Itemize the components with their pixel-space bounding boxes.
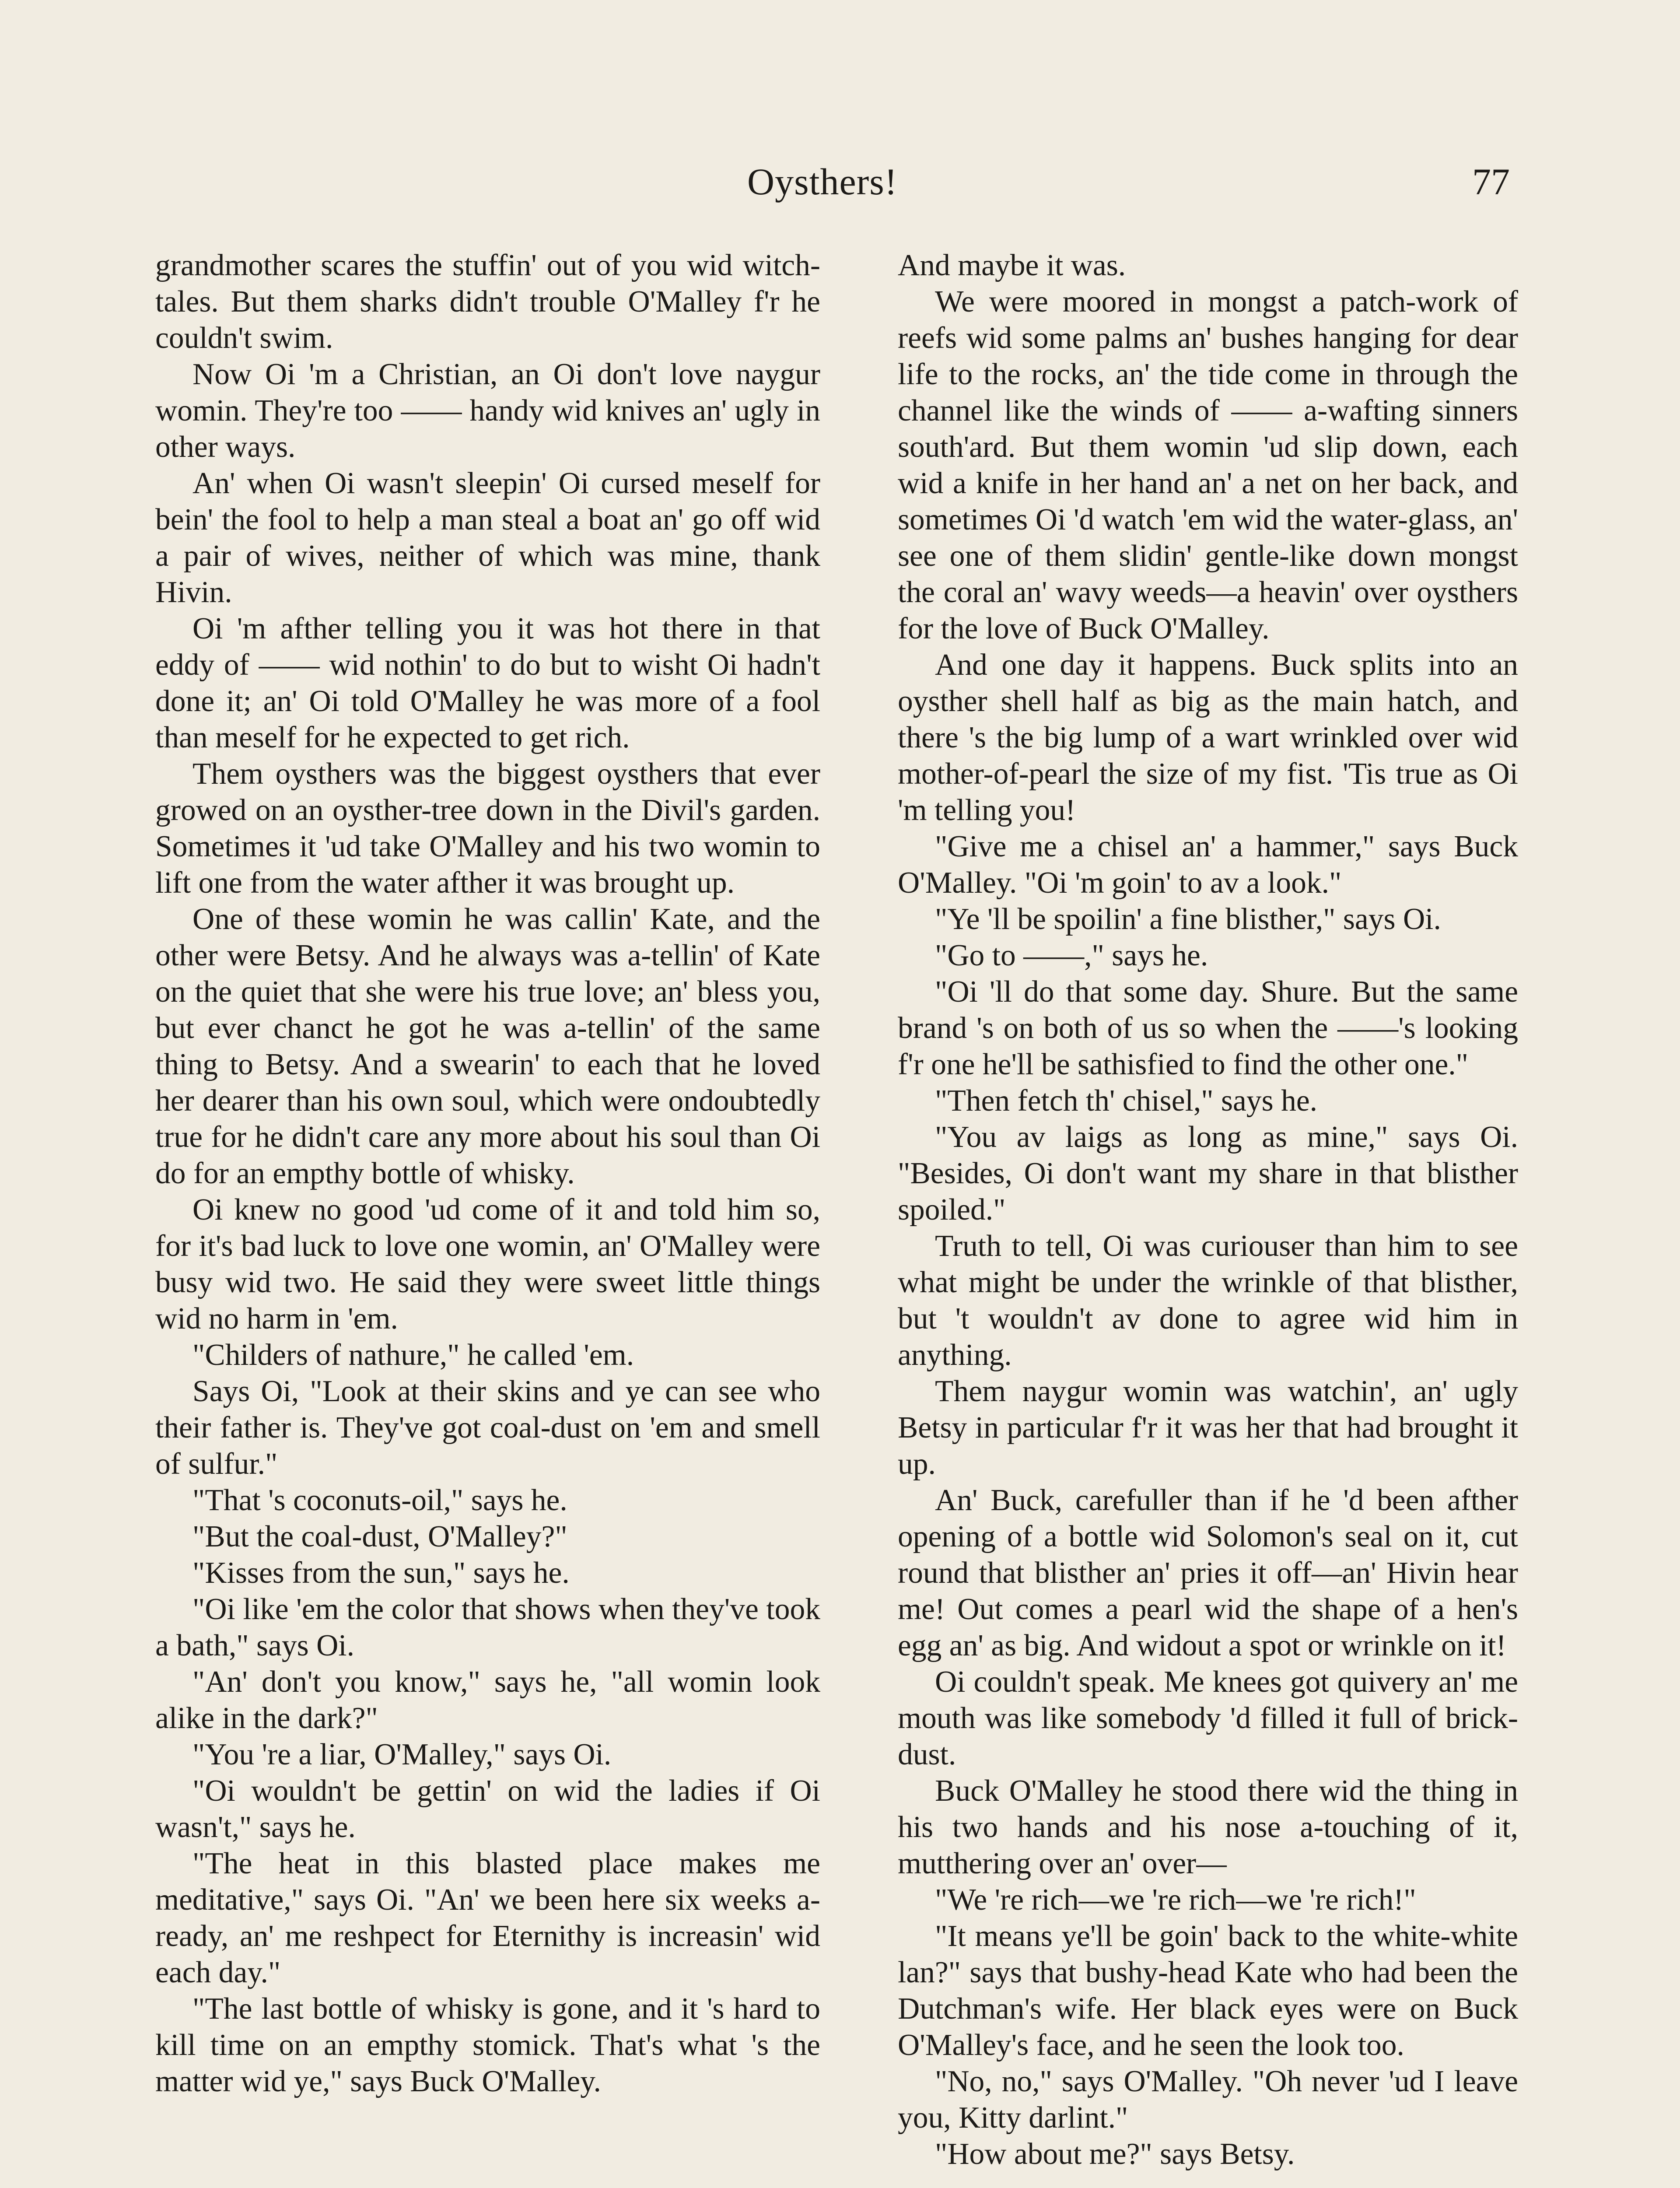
paragraph: "Oi wouldn't be gettin' on wid the ladies if Oi wasn't," says he. <box>155 1774 820 1844</box>
running-title: Oysthers! <box>747 161 898 203</box>
paragraph: "No, no," says O'Malley. "Oh never 'ud I leave you, Kitty darlint." <box>898 2065 1518 2135</box>
paragraph: One of these womin he was callin' Kate, and the other were Betsy. And he always was a-tellin' of Kate on the quiet that she were his true love; an' bless you, but ever chanct he got he was a-tellin' of the same thing to Betsy. And a swearin' to each that he loved her dearer than his own soul, which were ondoubtedly true for he didn't care any more about his soul than Oi do for an empthy bottle of whisky. <box>155 902 820 1190</box>
paragraph: "The heat in this blasted place makes me meditative," says Oi. "An' we been here six weeks a-ready, an' me reshpect for Eternithy is increasin' wid each day." <box>155 1847 820 1989</box>
paragraph: "You av laigs as long as mine," says Oi. "Besides, Oi don't want my share in that blisther spoiled." <box>898 1120 1518 1227</box>
page-number: 77 <box>1472 161 1510 203</box>
paragraph: "Oi like 'em the color that shows when they've took a bath," says Oi. <box>155 1592 820 1662</box>
paragraph: "It means ye'll be goin' back to the white-white lan?" says that bushy-head Kate who had been the Dutchman's wife. Her black eyes were on Buck O'Malley's face, and he seen the look too. <box>898 1919 1518 2062</box>
paragraph: "The last bottle of whisky is gone, and it 's hard to kill time on an empthy stomick. That's what 's the matter wid ye," says Buck O'Malley. <box>155 1992 820 2098</box>
paragraph: Says Oi, "Look at their skins and ye can see who their father is. They've got coal-dust on 'em and smell of sulfur." <box>155 1375 820 1481</box>
paragraph: Them naygur womin was watchin', an' ugly Betsy in particular f'r it was her that had brought it up. <box>898 1375 1518 1481</box>
paragraph: Oi couldn't speak. Me knees got quivery an' me mouth was like somebody 'd filled it full of brick-dust. <box>898 1665 1518 1771</box>
paragraph: Them oysthers was the biggest oysthers that ever growed on an oysther-tree down in the Divil's garden. Sometimes it 'ud take O'Malley and his two womin to lift one from the water afther it was brought up. <box>155 757 820 900</box>
paragraph: We were moored in mongst a patch-work of reefs wid some palms an' bushes hanging for dear life to the rocks, an' the tide come in through the channel like the winds of —— a-wafting sinners south'ard. But them womin 'ud slip down, each wid a knife in her hand an' a net on her back, and sometimes Oi 'd watch 'em wid the water-glass, an' see one of them slidin' gentle-like down mongst the coral an' wavy weeds—a heavin' over oysthers for the love of Buck O'Malley. <box>898 285 1518 645</box>
paragraph: "Ye 'll be spoilin' a fine blisther," says Oi. <box>935 902 1441 936</box>
paragraph: Oi 'm afther telling you it was hot there in that eddy of —— wid nothin' to do but to wisht Oi hadn't done it; an' Oi told O'Malley he was more of a fool than meself for he expected to get rich. <box>155 612 820 754</box>
paragraph: "Then fetch th' chisel," says he. <box>935 1084 1318 1118</box>
paragraph: "Childers of nathure," he called 'em. <box>192 1338 634 1372</box>
paragraph: An' Buck, carefuller than if he 'd been afther opening of a bottle wid Solomon's seal on it, cut round that blisther an' pries it off—an' Hivin hear me! Out comes a pearl wid the shape of a hen's egg an' as big. And widout a spot or wrinkle on it! <box>898 1483 1518 1662</box>
left-column <box>155 247 820 2188</box>
paragraph: "We 're rich—we 're rich—we 're rich!" <box>935 1883 1416 1917</box>
paragraph: Now Oi 'm a Christian, an Oi don't love naygur womin. They're too —— handy wid knives an' ugly in other ways. <box>155 358 820 464</box>
paragraph: "You 're a liar, O'Malley," says Oi. <box>192 1738 612 1771</box>
paragraph: Oi knew no good 'ud come of it and told him so, for it's bad luck to love one womin, an' O'Malley were busy wid two. He said they were sweet little things wid no harm in 'em. <box>155 1193 820 1336</box>
paragraph: "How about me?" says Betsy. <box>935 2137 1295 2171</box>
paragraph: grandmother scares the stuffin' out of you wid witch-tales. But them sharks didn't trouble O'Malley f'r he couldn't swim. <box>155 249 820 355</box>
paragraph: "Kisses from the sun," says he. <box>192 1556 570 1590</box>
paragraph: Buck O'Malley he stood there wid the thing in his two hands and his nose a-touching of it, mutthering over an' over— <box>898 1774 1518 1880</box>
paragraph: "But the coal-dust, O'Malley?" <box>192 1520 567 1553</box>
right-column <box>898 247 1518 2188</box>
paragraph: "That 's coconuts-oil," says he. <box>192 1483 567 1517</box>
paragraph: An' when Oi wasn't sleepin' Oi cursed meself for bein' the fool to help a man steal a boat an' go off wid a pair of wives, neither of which was mine, thank Hivin. <box>155 466 820 609</box>
page-header <box>0 155 1680 208</box>
paragraph: And maybe it was. <box>898 249 1126 282</box>
paragraph: "Give me a chisel an' a hammer," says Buck O'Malley. "Oi 'm goin' to av a look." <box>898 830 1518 900</box>
paragraph: "An' don't you know," says he, "all womin look alike in the dark?" <box>155 1665 820 1735</box>
paragraph: And one day it happens. Buck splits into an oysther shell half as big as the main hatch, and there 's the big lump of a wart wrinkled over wid mother-of-pearl the size of my fist. 'Tis true as Oi 'm telling you! <box>898 648 1518 827</box>
paragraph: Truth to tell, Oi was curiouser than him to see what might be under the wrinkle of that blisther, but 't wouldn't av done to agree wid him in anything. <box>898 1229 1518 1372</box>
paragraph: "Go to ——," says he. <box>935 939 1208 972</box>
paragraph: "Oi 'll do that some day. Shure. But the same brand 's on both of us so when the ——'s looking f'r one he'll be sathisfied to find the other one." <box>898 975 1518 1081</box>
